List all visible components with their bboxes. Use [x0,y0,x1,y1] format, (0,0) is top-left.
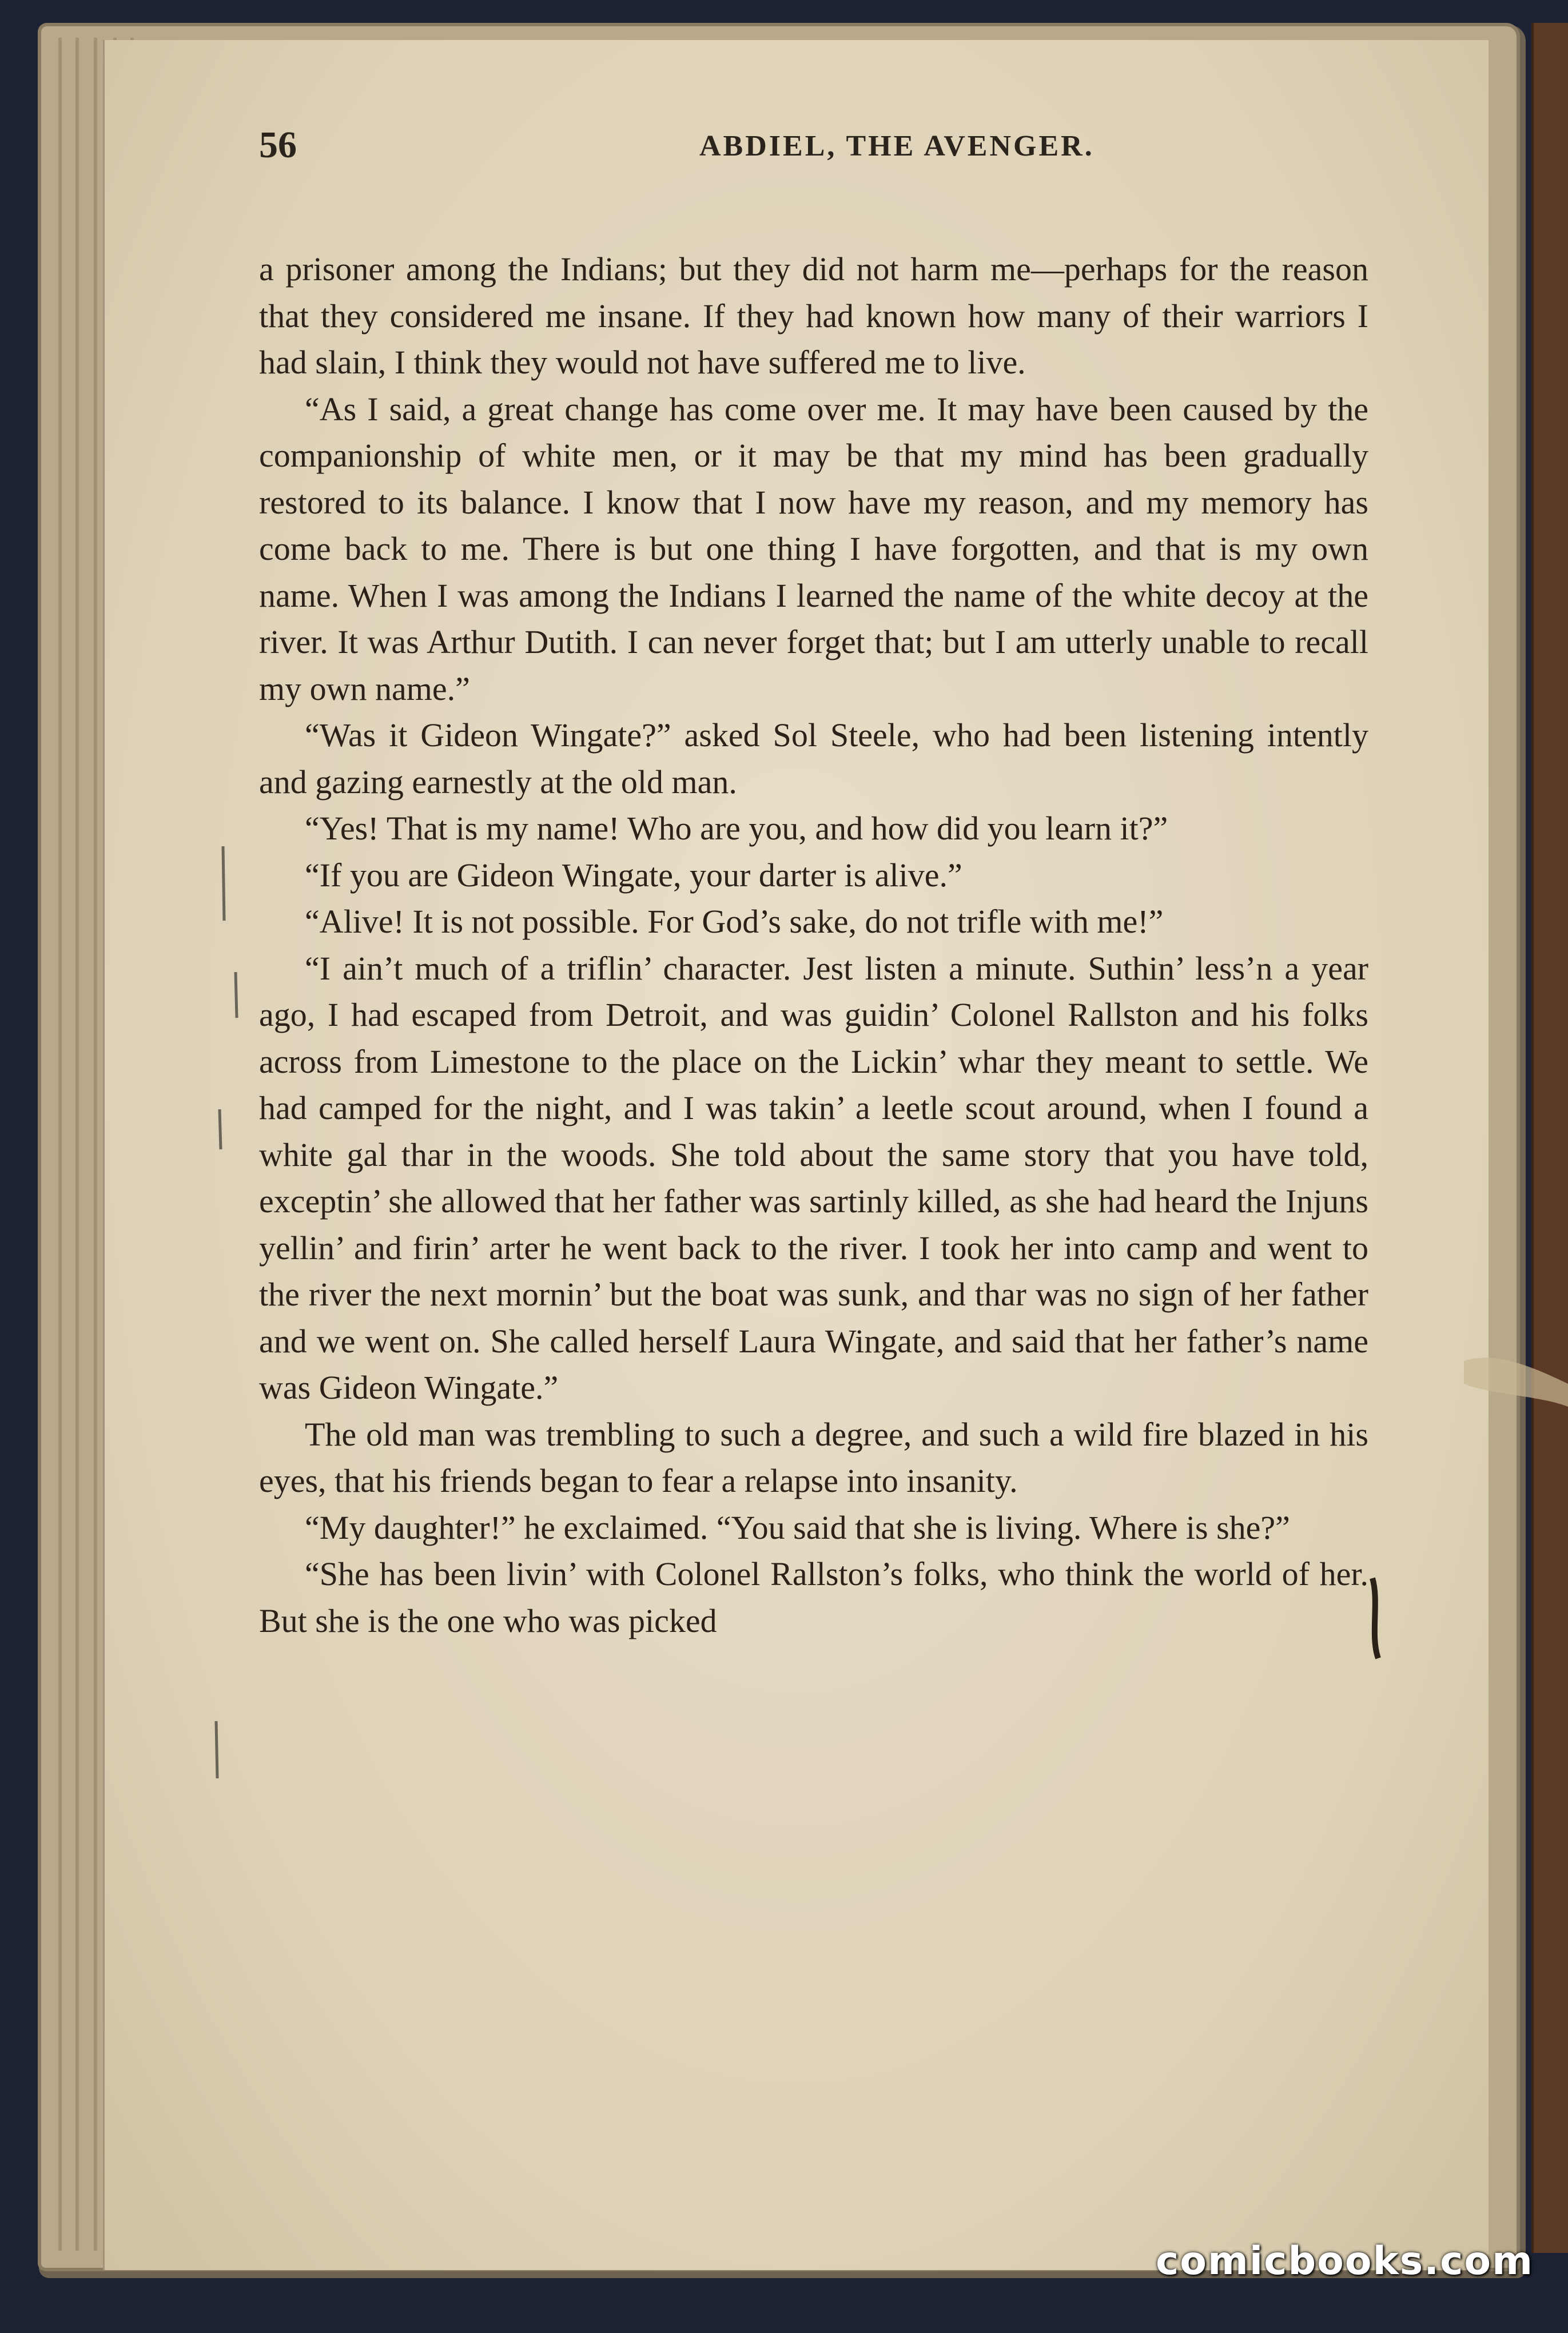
paragraph: “Alive! It is not possible. For God’s sake, do not trifle with me!” [305,903,1164,940]
page [103,40,1489,2270]
paragraph: “My daughter!” he exclaimed. “You said that she is living. Where is she?” [305,1508,1290,1546]
page-edge [94,38,97,2251]
body-text [259,246,1368,1644]
paragraph: “If you are Gideon Wingate, your darter is alive.” [305,856,962,894]
paragraph: “As I said, a great change has come over me. It may have been caused by the companionship of white men, or it may be that my mind has been gradually restored to its balance. I know that I now have my reason, and my memory has come back to me. There is but one thing I have forgotten, and that is my own name. When I was among the Indians I learned the name of the white decoy at the river. It was Arthur Dutith. I can never forget that; but I am utterly unable to recall my own name.” [259,390,1368,707]
watermark: comicbooks.com [1155,2239,1534,2284]
book-spine [1531,23,1568,2253]
paragraph: “She has been livin’ with Colonel Rallston’s folks, who think the world of her. But she is the one who was picked [259,1555,1368,1639]
page-edge [58,38,62,2251]
paragraph: “I ain’t much of a triflin’ character. Jest listen a minute. Suthin’ less’n a year ago, I had escaped from Detroit, and was guidin’ Colonel Rallston and his folks across from Limestone to the place on the Lickin’ whar they meant to settle. We had camped for the night, and I was takin’ a leetle scout around, when I found a white gal thar in the woods. She told about the same story that you have told, exceptin’ she allowed that her father was sartinly killed, as she had heard the Injuns yellin’ and firin’ arter he went back to the river. I took her into camp and went to the river the next mornin’ but the boat was sunk, and thar was no sign of her father and we went on. She called herself Laura Wingate, and said that her father’s name was Gideon Wingate.” [259,949,1368,1406]
page-edge [75,38,79,2251]
paragraph: “Yes! That is my name! Who are you, and how did you learn it?” [305,810,1168,847]
paragraph: “Was it Gideon Wingate?” asked Sol Steele, who had been listening intently and gazing earnestly at the old man. [259,716,1368,801]
paragraph: The old man was trembling to such a degree, and such a wild fire blazed in his eyes, that his friends began to fear a relapse into insanity. [259,1415,1368,1499]
running-head [105,124,1454,192]
paragraph: a prisoner among the Indians; but they did not harm me—perhaps for the reason that they considered me insane. If they had known how many of their warriors I had slain, I think they would not have suffered me to live. [259,250,1368,381]
running-title: ABDIEL, THE AVENGER. [699,130,1095,162]
page-number: 56 [259,124,297,166]
